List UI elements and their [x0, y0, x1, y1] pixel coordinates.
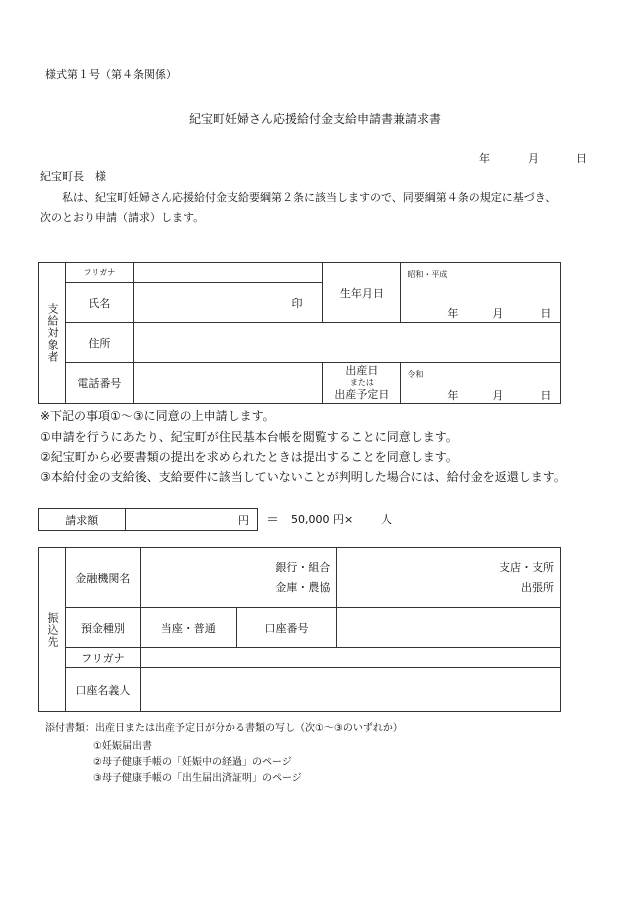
claim-table	[38, 508, 258, 531]
due-date-field[interactable]	[401, 363, 561, 404]
intro-line-1: 私は、紀宝町妊婦さん応援給付金支給要綱第２条に該当しますので、同要綱第４条の規定に基づき、	[62, 191, 557, 204]
birth-date-field[interactable]	[401, 263, 561, 323]
bank-group-cell	[39, 548, 66, 712]
consent-item-3: ③本給付金の支給後、支給要件に該当していないことが判明した場合には、給付金を返還します。	[40, 470, 566, 484]
birth-date-label: 生年月日	[323, 263, 401, 323]
phone-label: 電話番号	[65, 363, 133, 404]
holder-label: 口座名義人	[65, 668, 140, 712]
attachment-item-3: ③母子健康手帳の「出生届出済証明」のページ	[93, 773, 302, 784]
date-day-label: 日	[576, 152, 587, 165]
address-label: 住所	[65, 323, 133, 363]
deposit-type-options[interactable]: 当座・普通	[140, 608, 236, 648]
attachment-item-1: ①妊娠届出書	[93, 741, 152, 752]
account-number-input[interactable]	[337, 608, 561, 648]
institution-input[interactable]	[140, 548, 337, 608]
due-era: 令和	[407, 370, 424, 379]
due-date-label-2: 出産予定日	[334, 388, 390, 401]
recipient-group-cell	[39, 263, 66, 404]
claim-formula: 50,000 円×	[291, 513, 354, 526]
furigana-label: フリガナ	[65, 263, 133, 283]
deposit-type-label: 預金種別	[65, 608, 140, 648]
due-year-label: 年	[447, 389, 459, 402]
addressee: 紀宝町長 様	[40, 170, 106, 183]
seal-mark: 印	[291, 296, 303, 310]
claim-equals: ＝	[266, 513, 280, 528]
recipient-table	[38, 262, 561, 404]
claim-yen: 円	[238, 513, 249, 527]
consent-item-1: ①申請を行うにあたり、紀宝町が住民基本台帳を閲覧することに同意します。	[40, 430, 458, 444]
date-year-label: 年	[479, 152, 490, 165]
due-date-or: または	[349, 378, 374, 387]
bank-type-2: 金庫・農協	[275, 580, 331, 594]
birth-day-label: 日	[540, 307, 552, 320]
furigana-input[interactable]	[133, 263, 323, 283]
birth-year-label: 年	[447, 307, 459, 320]
account-number-label: 口座番号	[236, 608, 337, 648]
due-day-label: 日	[540, 389, 552, 402]
form-title: 紀宝町妊婦さん応援給付金支給申請書兼請求書	[188, 112, 441, 126]
holder-furigana-label: フリガナ	[65, 648, 140, 668]
bank-group-label: 振込先	[45, 611, 59, 648]
address-input[interactable]	[133, 323, 560, 363]
claim-people: 人	[381, 513, 392, 526]
bank-table	[38, 547, 561, 712]
intro-line-2: 次のとおり申請（請求）します。	[40, 211, 205, 224]
consent-header: ※下記の事項①～③に同意の上申請します。	[40, 409, 275, 423]
date-month-label: 月	[528, 152, 539, 165]
branch-type-1: 支店・支所	[499, 560, 554, 574]
claim-amount-input[interactable]	[125, 509, 257, 531]
due-date-label-cell	[323, 363, 401, 404]
phone-input[interactable]	[133, 363, 323, 404]
institution-label: 金融機関名	[65, 548, 140, 608]
recipient-group-label: 支給対象者	[45, 303, 59, 363]
name-input[interactable]	[133, 283, 323, 323]
branch-input[interactable]	[337, 548, 561, 608]
name-label: 氏名	[65, 283, 133, 323]
claim-label: 請求額	[39, 509, 126, 531]
attachments-header: 添付書類：出産日または出産予定日が分かる書類の写し（次①～③のいずれか）	[45, 723, 403, 734]
consent-item-2: ②紀宝町から必要書類の提出を求められたときは提出することを同意します。	[40, 450, 458, 464]
due-date-label: 出産日	[345, 364, 379, 377]
form-number: 様式第１号（第４条関係）	[45, 68, 177, 81]
branch-type-2: 出張所	[521, 580, 554, 594]
bank-type-1: 銀行・組合	[275, 560, 331, 574]
attachment-item-2: ②母子健康手帳の「妊娠中の経過」のページ	[93, 757, 292, 768]
holder-furigana-input[interactable]	[140, 648, 560, 668]
birth-month-label: 月	[492, 307, 504, 320]
birth-era: 昭和・平成	[407, 270, 448, 279]
holder-input[interactable]	[140, 668, 560, 712]
due-month-label: 月	[492, 389, 504, 402]
